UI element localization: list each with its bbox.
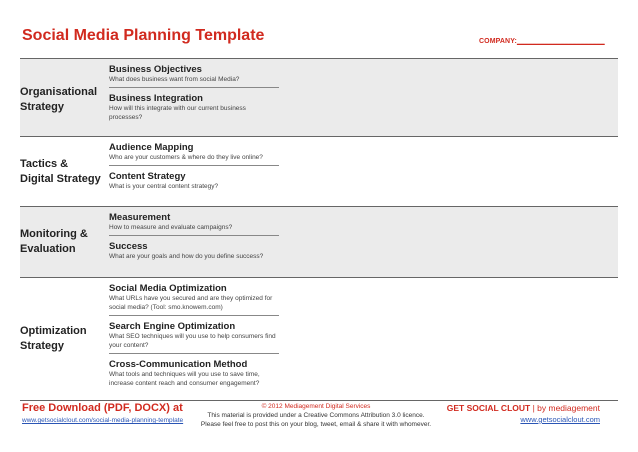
list-item <box>105 166 618 194</box>
section-label <box>20 59 105 136</box>
item-description: What SEO techniques will you use to help consumers find your content? <box>109 333 276 349</box>
company-field <box>479 38 605 45</box>
section-optimization-strategy <box>20 278 618 401</box>
item-description: Who are your customers & where do they live online? <box>109 154 263 161</box>
section-label-line1: Organisational <box>20 85 98 98</box>
list-item <box>105 278 618 316</box>
copyright-text: © 2012 Mediagement Digital Services <box>261 403 371 410</box>
item-heading: Search Engine Optimization <box>109 321 236 332</box>
list-item <box>105 207 618 236</box>
download-label: Free Download (PDF, DOCX) <box>22 402 170 414</box>
list-item <box>105 137 618 166</box>
section-label-line2: Evaluation <box>20 243 76 255</box>
item-heading: Cross-Communication Method <box>109 359 248 370</box>
download-link[interactable]: www.getsocialclout.com/social-media-planning-template <box>22 417 184 424</box>
company-label: COMPANY: <box>479 38 517 45</box>
download-at: at <box>169 402 183 414</box>
list-item <box>105 59 618 88</box>
planning-grid <box>20 58 618 401</box>
license-line-2: Please feel free to post this on your blog, tweet, email & share it with whomever. <box>200 421 432 428</box>
section-label-line2: Digital Strategy <box>20 172 101 185</box>
footer-brand <box>447 403 600 424</box>
list-item <box>105 88 618 125</box>
brand-text <box>447 403 600 413</box>
item-heading: Content Strategy <box>109 171 186 182</box>
download-text <box>22 402 183 414</box>
item-description: What tools and techniques will you use to save time, increase content reach and consumer engagement? <box>109 371 260 387</box>
item-heading: Business Integration <box>109 93 203 104</box>
section-label-line1: Monitoring & <box>20 228 88 240</box>
footer-download <box>22 402 183 424</box>
page-title: Social Media Planning Template <box>22 27 265 44</box>
item-description: How will this integrate with our current business processes? <box>109 105 246 121</box>
item-heading: Audience Mapping <box>109 142 194 153</box>
license-line-1: This material is provided under a Creative Commons Attribution 3.0 licence. <box>207 412 425 419</box>
section-organisational-strategy <box>20 59 618 137</box>
section-label <box>20 137 105 206</box>
section-label <box>20 278 105 400</box>
item-heading: Business Objectives <box>109 64 202 75</box>
section-label-line1: Optimization <box>20 325 87 337</box>
section-label <box>20 207 105 277</box>
section-label-line2: Strategy <box>20 340 65 352</box>
list-item <box>105 354 618 391</box>
brand-name: GET SOCIAL CLOUT <box>446 403 531 413</box>
brand-separator: | <box>530 403 538 413</box>
brand-by: by mediagement <box>537 403 600 413</box>
list-item <box>105 236 618 264</box>
list-item <box>105 316 618 354</box>
section-label-line1: Tactics & <box>20 157 69 170</box>
item-description: What does business want from social Media? <box>109 76 240 83</box>
brand-link[interactable]: www.getsocialclout.com <box>520 415 600 424</box>
item-description: What are your goals and how do you define success? <box>109 253 264 260</box>
item-description: How to measure and evaluate campaigns? <box>109 224 233 231</box>
footer-license <box>196 402 436 429</box>
company-input-line: ______________________ <box>516 38 605 45</box>
section-label-line2: Strategy <box>20 100 65 113</box>
section-tactics-digital-strategy <box>20 137 618 207</box>
item-heading: Social Media Optimization <box>109 283 227 294</box>
item-heading: Measurement <box>109 212 171 223</box>
section-monitoring-evaluation <box>20 207 618 278</box>
item-description: What URLs have you secured and are they optimized for social media? (Tool: smo.knowem.com) <box>109 295 273 311</box>
item-description: What is your central content strategy? <box>109 183 219 190</box>
item-heading: Success <box>109 241 148 252</box>
